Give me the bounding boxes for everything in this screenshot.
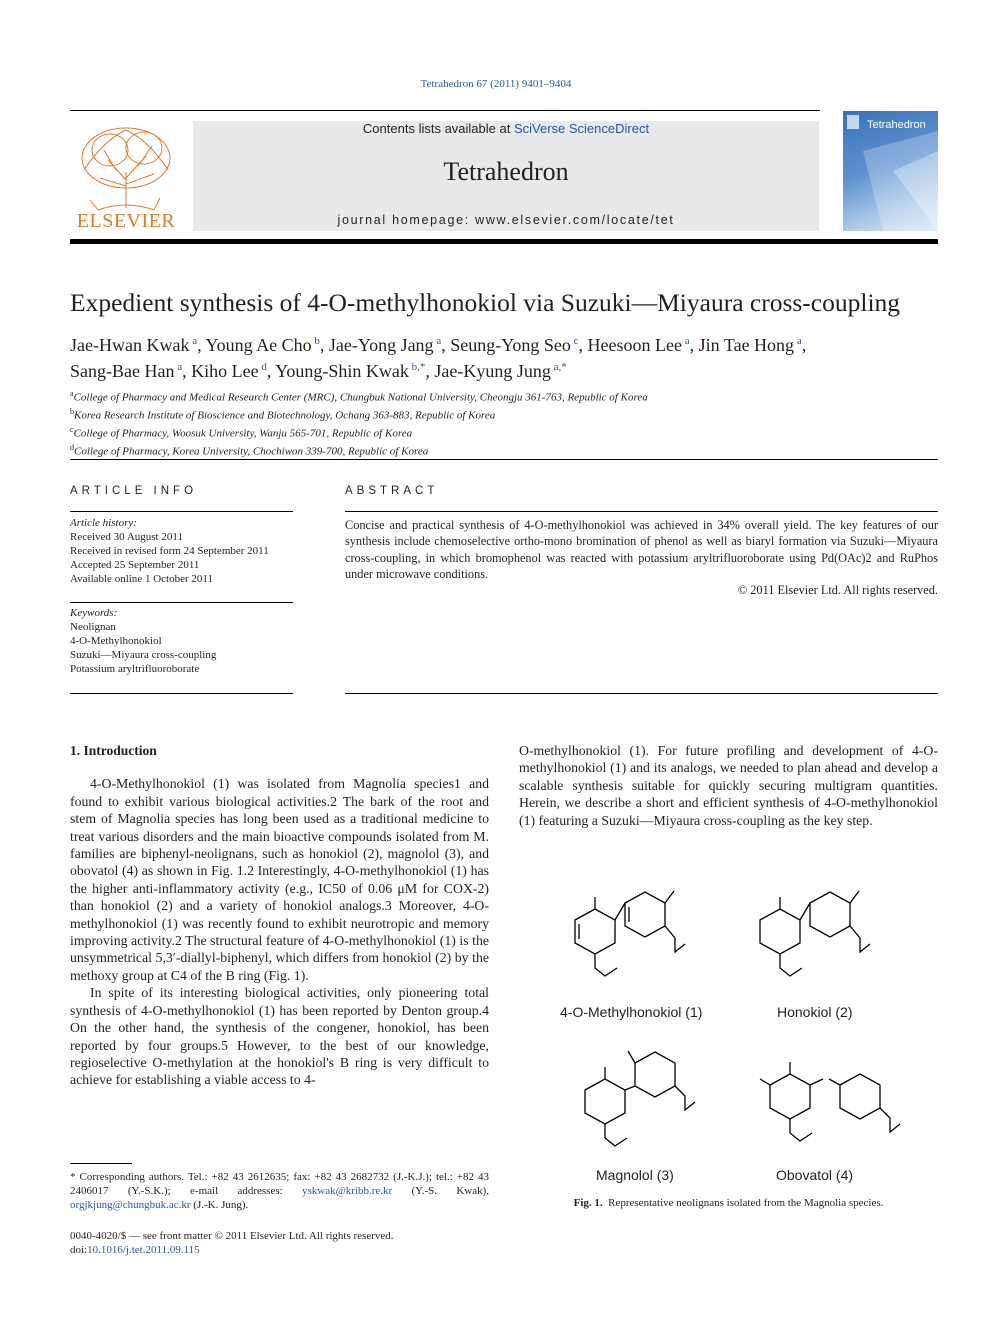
affiliation (70, 441, 950, 459)
keyword-item: Suzuki—Miyaura cross-coupling (70, 649, 217, 661)
email-link-2[interactable]: orgjkjung@chungbuk.ac.kr (70, 1199, 191, 1211)
history-item: Received in revised form 24 September 2011 (70, 545, 269, 557)
body-left-column (70, 742, 489, 1089)
structure-4 (760, 1062, 900, 1141)
affiliation-mark: b (70, 406, 74, 416)
history-item: Available online 1 October 2011 (70, 573, 213, 585)
doi-prefix: doi: (70, 1244, 88, 1256)
article-history (70, 516, 300, 586)
article-info-bottom-rule (70, 693, 293, 694)
keyword-item: Neolignan (70, 621, 116, 633)
figure-caption-text: Representative neolignans isolated from the Magnolia species. (608, 1197, 884, 1209)
affiliations (70, 387, 950, 459)
abstract-text: Concise and practical synthesis of 4-O-methylhonokiol was achieved in 34% overall yield. The key features of our synthesis include chemoselective ortho-mono bromination of phenol as well as biaryl formation via Suzuki—Miyaura cross-coupling, in which bromophenol was reacted with potassium aryltrifluoroborate using Pd(OAc)2 and RuPhos under microwave conditions. (345, 518, 938, 581)
author-name: Jae-Hwan Kwak (70, 335, 190, 355)
keywords-block (70, 606, 300, 676)
author-affiliation-mark[interactable]: a,* (550, 361, 567, 373)
author-line-2: Sang-Bae Han $^a$, Kiho Lee $^d$, Young-Shin Kwak $^{b,*}$, Jae-Kyung Jung $^{a,*}$ (70, 361, 567, 381)
keywords-label: Keywords: (70, 607, 118, 619)
abstract-body (345, 517, 938, 598)
affiliation-text: College of Pharmacy, Woosuk University, Wanju 565-701, Republic of Korea (73, 427, 413, 440)
figure-1 (540, 875, 920, 1195)
history-item: Accepted 25 September 2011 (70, 559, 200, 571)
author-name: Jae-Kyung Jung (434, 361, 551, 381)
abstract-bottom-rule (345, 693, 938, 694)
author-affiliation-mark[interactable]: b,* (408, 361, 426, 373)
journal-homepage[interactable]: journal homepage: www.elsevier.com/locate/tet (337, 213, 675, 227)
author-affiliation-mark[interactable]: a (189, 335, 198, 347)
sciencedirect-link[interactable]: SciVerse ScienceDirect (513, 121, 650, 136)
affiliation-text: College of Pharmacy, Korea University, Chochiwon 339-700, Republic of Korea (74, 445, 429, 458)
article-title: Expedient synthesis of 4-O-methylhonokiol via Suzuki—Miyaura cross-coupling (70, 288, 901, 317)
contents-prefix: Contents lists available at (362, 121, 514, 136)
email-link-1[interactable]: yskwak@kribb.re.kr (302, 1185, 393, 1197)
author-name: Jin Tae Hong (698, 335, 795, 355)
history-list (70, 530, 300, 586)
author-name: Seung-Yong Seo (450, 335, 571, 355)
figure-caption-label: Fig. 1. (573, 1197, 603, 1209)
affiliation-mark: a (70, 389, 74, 398)
history-label: Article history: (70, 517, 137, 529)
figure-label-1: 4-O-Methylhonokiol (1) (560, 1004, 703, 1020)
intro-paragraph-3: O-methylhonokiol (1). For future profiling and development of 4-O-methylhonokiol (1) and its analogs, we needed to plan ahead and develop a scalable synthesis suitable for quickly securing multigram quantities. Herein, we describe a short and efficient synthesis of 4-O-methylhonokiol (1) featuring a Suzuki—Miyaura cross-coupling as the key step. (519, 743, 938, 828)
article-info-heading: ARTICLE INFO (70, 485, 198, 497)
author-name: Jae-Yong Jang (328, 335, 434, 355)
footnote-rule (70, 1163, 132, 1164)
affiliation (70, 423, 950, 441)
intro-paragraph-2: In spite of its interesting biological activities, only pioneering total synthesis of 4-O-methylhonokiol (1) has been reported by Denton group.4 On the other hand, the synthesis of the congener, honokiol, has been reported by four groups.5 However, to the best of our knowledge, regioselective O-methylation at the honokiol's B ring is very difficult to achieve for establishing a viable access to 4- (70, 985, 489, 1088)
affiliation (70, 387, 950, 405)
article-info-rule (70, 511, 293, 512)
journal-banner (193, 121, 819, 231)
affiliation-mark: d (70, 442, 74, 452)
keyword-item: Potassium aryltrifluoroborate (70, 663, 200, 675)
structure-1 (575, 891, 685, 976)
author-name: Heesoon Lee (587, 335, 683, 355)
doi-link[interactable]: 10.1016/j.tet.2011.09.115 (87, 1244, 200, 1256)
contents-line (193, 121, 819, 136)
abstract-heading: ABSTRACT (345, 485, 439, 497)
corresponding-author-footnote (70, 1170, 489, 1212)
author-line-1: Jae-Hwan Kwak $^a$, Young Ae Cho $^b$, Jae-Yong Jang $^a$, Seung-Yong Seo $^c$, Heesoon Lee $^a$, Jin Tae Hong $^a$, (70, 335, 807, 355)
history-item: Received 30 August 2011 (70, 531, 183, 543)
doi-line (70, 1243, 489, 1257)
header-rule (70, 110, 820, 111)
elsevier-logo (70, 120, 182, 232)
author-affiliation-mark[interactable]: a (174, 361, 183, 373)
email-1-owner: (Y.-S. Kwak), (392, 1185, 490, 1197)
email-2-owner: (J.-K. Jung). (190, 1199, 249, 1211)
author-affiliation-mark[interactable]: d (258, 361, 267, 373)
section-heading: 1. Introduction (70, 743, 157, 758)
figure-label-2: Honokiol (2) (777, 1004, 853, 1020)
keywords-rule (70, 602, 293, 603)
author-affiliation-mark[interactable]: b (311, 335, 320, 347)
publisher-wordmark: ELSEVIER (76, 210, 176, 232)
keyword-item: 4-O-Methylhonokiol (70, 635, 162, 647)
affiliation-mark: c (70, 424, 74, 434)
structure-2 (760, 891, 870, 976)
figure-caption (519, 1197, 938, 1209)
affiliation-text: College of Pharmacy and Medical Research Center (MRC), Chungbuk National University, Cheongju 361-763, Republic of Korea (73, 391, 648, 404)
body-right-column (519, 742, 938, 829)
abstract-rule (345, 511, 938, 512)
author-name: Young Ae Cho (205, 335, 312, 355)
author-name: Sang-Bae Han (70, 361, 175, 381)
abstract-copyright: © 2011 Elsevier Ltd. All rights reserved. (737, 583, 938, 598)
section-rule (70, 459, 938, 460)
keywords-list (70, 620, 300, 676)
footnote-text: * Corresponding authors. Tel.: +82 43 2612635; fax: +82 43 2682732 (J.-K.J.); tel.: +82 43 2406017 (Y.-S.K.); e-mail addresses: (70, 1171, 489, 1197)
structure-3 (585, 1051, 695, 1146)
journal-reference[interactable]: Tetrahedron 67 (2011) 9401–9404 (420, 78, 572, 90)
author-name: Young-Shin Kwak (275, 361, 409, 381)
header-thick-rule (70, 239, 938, 244)
cover-title: Tetrahedron (867, 119, 926, 131)
intro-paragraph-1: 4-O-Methylhonokiol (1) was isolated from Magnolia species1 and found to exhibit various biological activities.2 The bark of the root and stem of Magnolia species has long been used as a traditional medicine to treat various disorders and the main bioactive compounds isolated from M. families are biphenyl-neolignans, such as honokiol (2), magnolol (3), and obovatol (4) as shown in Fig. 1.2 Interestingly, 4-O-methylhonokiol (1) has the higher anti-inflammatory activity (e.g., IC50 of 0.06 μM for COX-2) than honokiol (2) and a variety of honokiol analogs.3 Moreover, 4-O-methylhonokiol (1) was recently found to exhibit neurotropic and memory improving activity.2 The structural feature of 4-O-methylhonokiol (1) is the unsymmetrical 5,3′-diallyl-biphenyl, which differs from honokiol (2) by the methoxy group at C4 of the B ring (Fig. 1). (70, 776, 489, 983)
author-affiliation-mark[interactable]: c (570, 335, 579, 347)
neolignan-structures-figure (540, 875, 920, 1175)
journal-title: Tetrahedron (443, 157, 569, 186)
author-list (70, 330, 950, 382)
figure-label-3: Magnolol (3) (596, 1167, 674, 1183)
author-affiliation-mark[interactable]: a (433, 335, 442, 347)
author-affiliation-mark[interactable]: a (682, 335, 690, 347)
affiliation (70, 405, 950, 423)
author-affiliation-mark[interactable]: a (794, 335, 802, 347)
affiliation-text: Korea Research Institute of Bioscience and Biotechnology, Ochang 363-883, Republic of Korea (74, 409, 496, 422)
issn-line: 0040-4020/$ — see front matter © 2011 Elsevier Ltd. All rights reserved. (70, 1230, 394, 1242)
journal-cover (843, 111, 938, 231)
figure-label-4: Obovatol (4) (776, 1167, 854, 1183)
author-name: Kiho Lee (191, 361, 259, 381)
